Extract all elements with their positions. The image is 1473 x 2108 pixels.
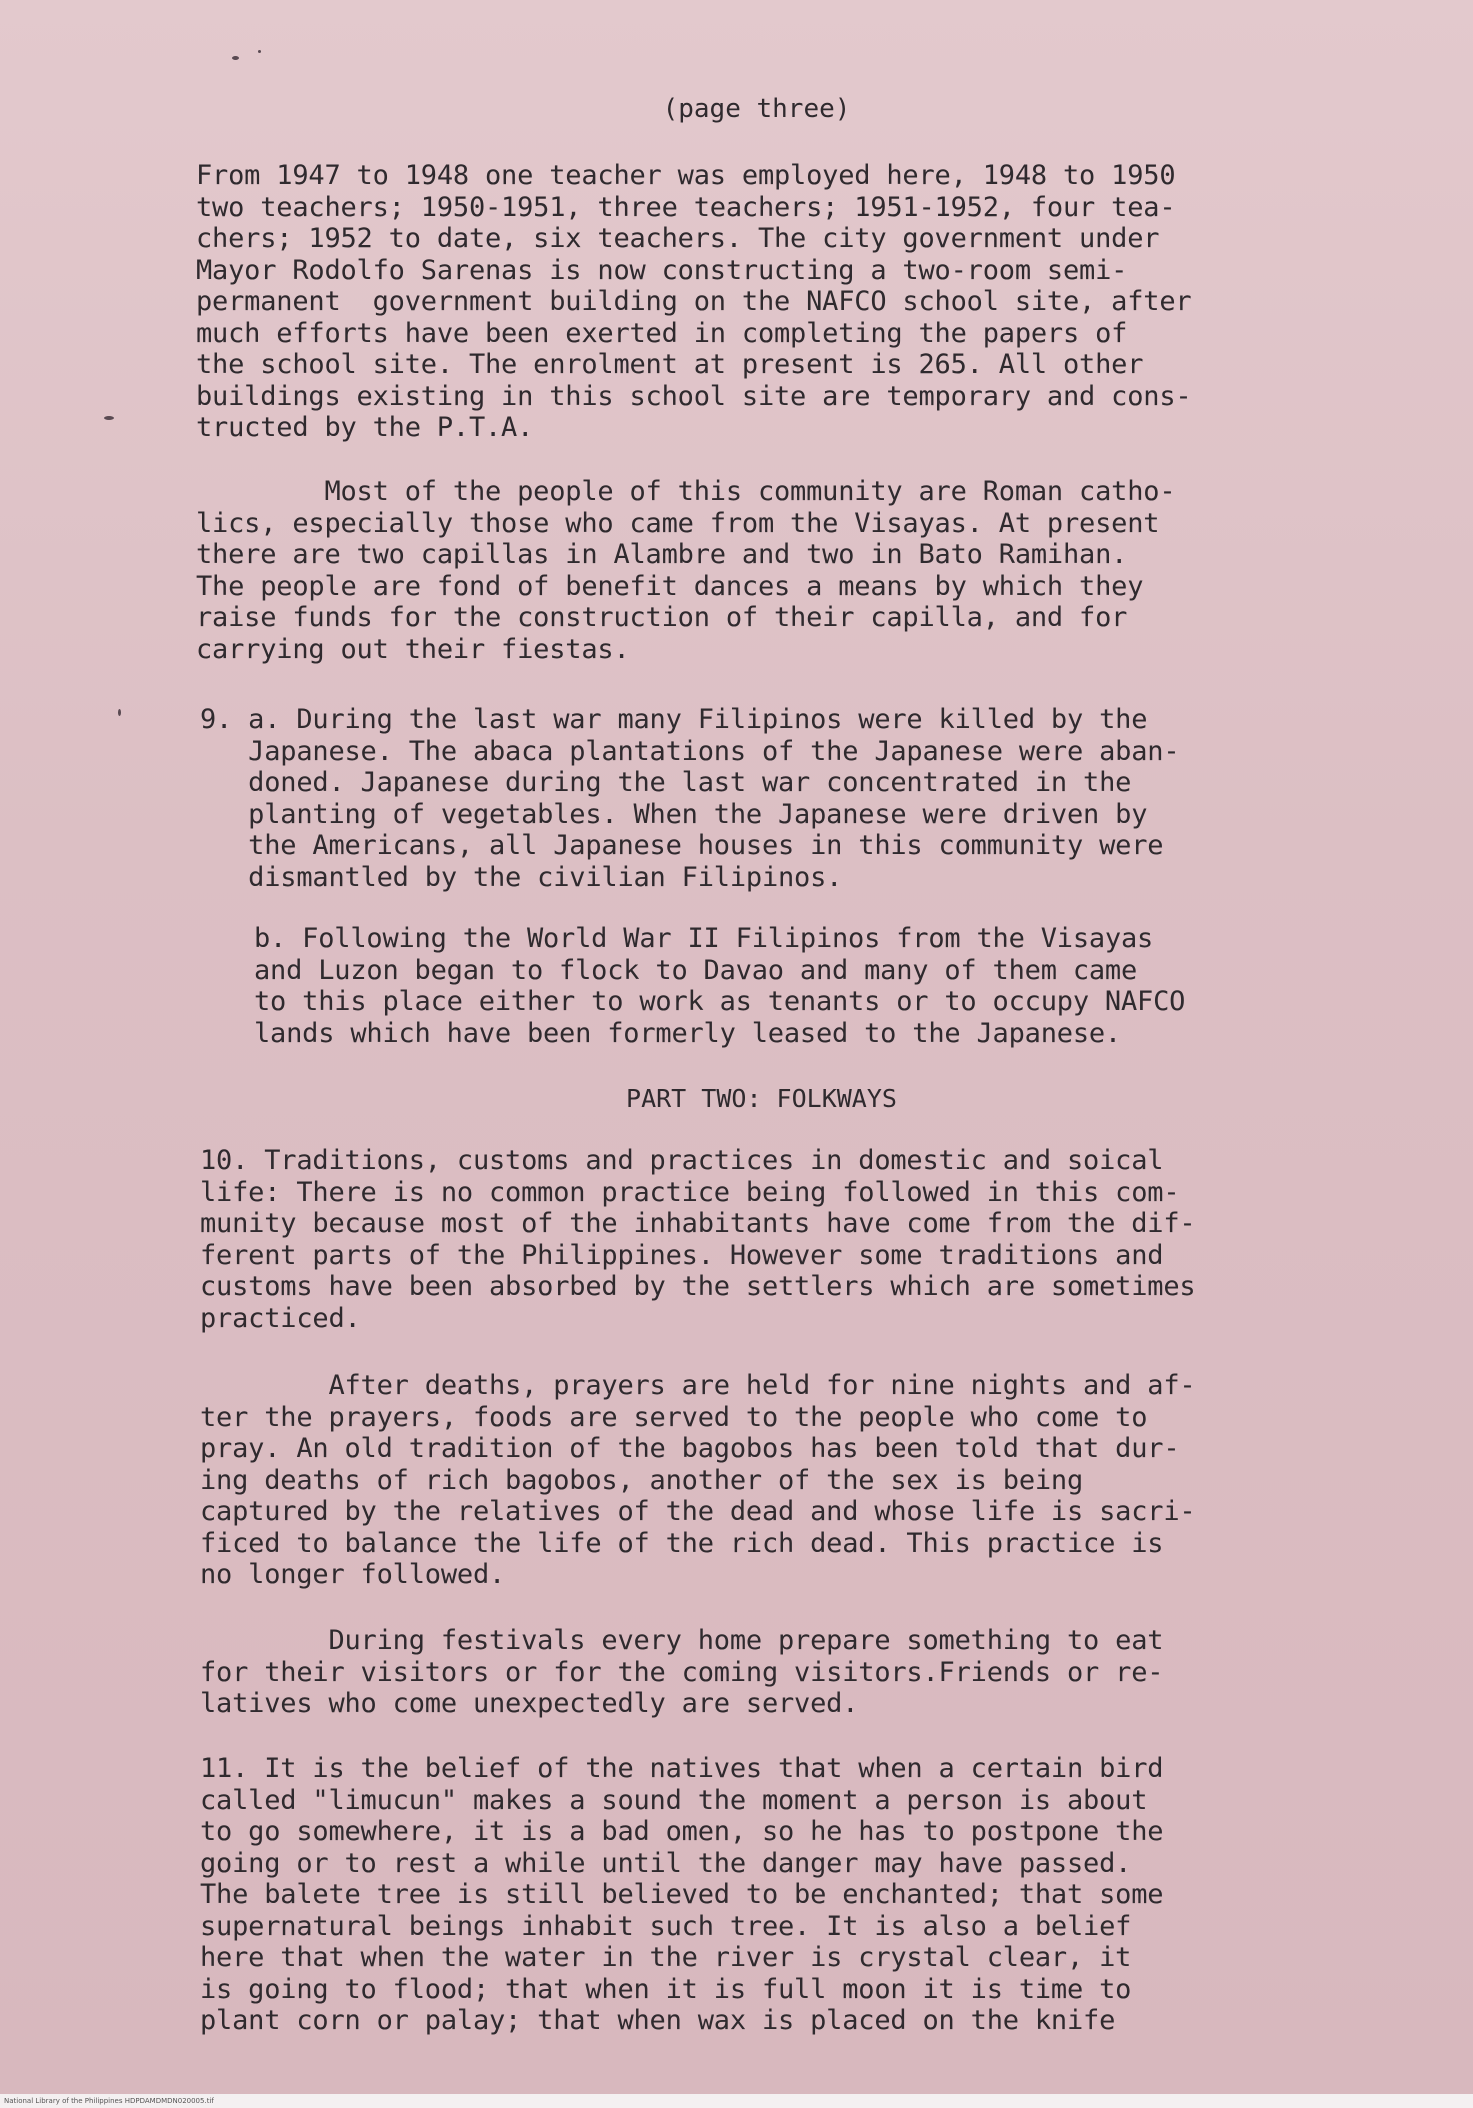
ink-speck <box>232 56 239 60</box>
part-two-heading: PART TWO: FOLKWAYS <box>626 1084 897 1113</box>
item-9a: 9. a. During the last war many Filipinos were killed by the Japanese. The abaca plantations of the Japanese were aban- doned. Japanese during the last war concentrated in the planting of vegetables. When the Japanese were driven by the Americans, all Japanese houses in this community were dismantled by the civilian Filipinos. <box>200 704 1180 893</box>
ink-speck <box>118 709 121 716</box>
item-11: 11. It is the belief of the natives that when a certain bird called "limucun" makes a sound the moment a person is about to go somewhere, it is a bad omen, so he has to postpone the going or to rest a while until the danger may have passed. The balete tree is still believed to be enchanted; that some supernatural beings inhabit such tree. It is also a belief here that when the water in the river is crystal clear, it is going to flood; that when it is full moon it is time to plant corn or palay; that when wax is placed on the knife <box>200 1753 1164 2036</box>
item-9b: b. Following the World War II Filipinos from the Visayas and Luzon began to flock to Davao and many of them came to this place either to work as tenants or to occupy NAFCO lands which have been formerly leased to the Japanese. <box>254 923 1186 1049</box>
paragraph-teachers: From 1947 to 1948 one teacher was employed here, 1948 to 1950 two teachers; 1950-1951, three teachers; 1951-1952, four tea- chers; 1952 to date, six teachers. The city government under Mayor Rodolfo Sarenas is now constructing a two-room semi- permanent government building on the NAFCO school site, after much efforts have been exerted in completing the papers of the school site. The enrolment at present is 265. All other buildings existing in this school site are temporary and cons- tructed by the P.T.A. <box>196 160 1192 443</box>
ink-speck <box>104 416 114 420</box>
paragraph-religion: Most of the people of this community are Roman catho- lics, especially those who came from the Visayas. At present there are two capillas in Alambre and two in Bato Ramihan. The people are fond of benefit dances a means by which they raise funds for the construction of their capilla, and for carrying out their fiestas. <box>196 476 1176 665</box>
paragraph-festivals: During festivals every home prepare something to eat for their visitors or for the coming visitors.Friends or re- latives who come unexpectedly are served. <box>200 1625 1164 1719</box>
item-10: 10. Traditions, customs and practices in domestic and soical life: There is no common practice being followed in this com- munity because most of the inhabitants have come from the dif- ferent parts of the Philippines. However some traditions and customs have been absorbed by the settlers which are sometimes practiced. <box>200 1145 1196 1334</box>
paragraph-deaths: After deaths, prayers are held for nine nights and af- ter the prayers, foods are served to the people who come to pray. An old tradition of the bagobos has been told that dur- ing deaths of rich bagobos, another of the sex is being captured by the relatives of the dead and whose life is sacri- ficed to balance the life of the rich dead. This practice is no longer followed. <box>200 1370 1196 1590</box>
archive-footer: National Library of the Philippines HDPDAMDMDN020005.tif <box>0 2094 1473 2108</box>
page-header: (page three) <box>662 94 851 124</box>
ink-speck <box>258 50 261 53</box>
